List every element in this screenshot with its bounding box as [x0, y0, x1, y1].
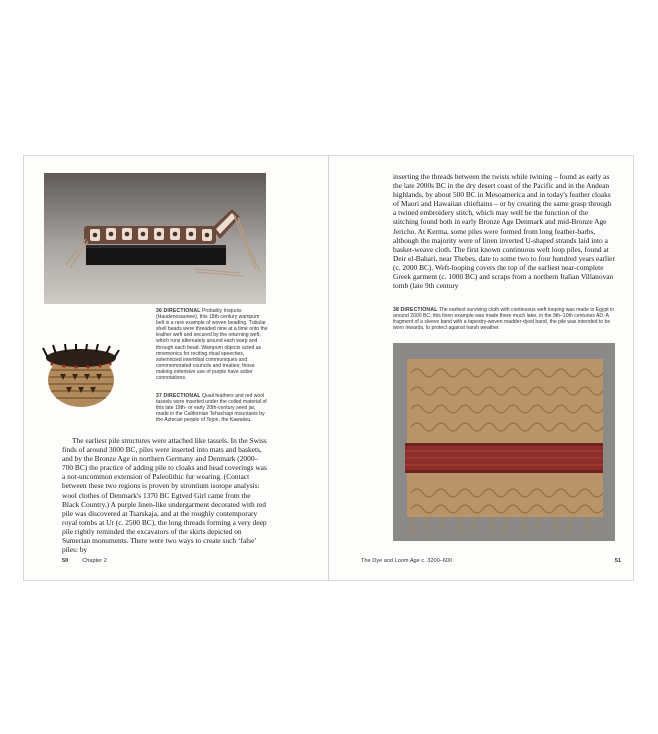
figure-number: 38 — [393, 307, 400, 313]
figure-label: DIRECTIONAL — [163, 393, 201, 399]
page-number: 51 — [614, 558, 621, 564]
running-head: The Dye and Loom Age c. 3200–600 — [361, 558, 453, 564]
left-page — [24, 156, 329, 580]
right-page — [329, 156, 633, 580]
body-paragraph: The earliest pile structures were attached like tassels. In the Swiss finds of around 3000 BC, piles were inserted into mats and baskets, and by the Bronze Age in northern Germany and Denmark (2000–700 BC) the practice of adding pile to cloaks and head coverings was a not-uncommon extension of Paleolithic fur wearing. (Contact between these two regions is proven by strontium isotope analysis: wool clothes of Denmark's 1370 BC Egtved Girl came from the Black Country.) A purple linen-like undergarment decorated with red pile was discovered at Tsarskaja, and at the roughly contemporary royal tombs at Ur (c. 2500 BC), the long threads forming a very deep pile rightly reminded the excavators of the skirts depicted on Sumerian monuments. There were two ways to create such ‘false’ piles: by — [62, 436, 267, 555]
wampum-belt-photo — [44, 173, 266, 304]
linen-textile-photo — [393, 343, 615, 541]
figure-caption-36 — [156, 308, 268, 383]
caption-text: Quail feathers and red wool tassels were inserted under the coiled material of this late 19th- or early 20th-century seed jar, made in the Californian Tehachapi mountains by the Aztecan people of Tejon, the Kawaiisu. — [156, 393, 267, 424]
book-spread — [23, 155, 634, 581]
figure-caption-38 — [393, 307, 615, 333]
page-number: 50 — [62, 558, 69, 564]
caption-text: Probably Iroquois (Haudenosaunee), this 18th-century wampum belt is a rare example of woven beading. Tubular shell beads were threaded nine at a time onto the leather weft and secured by the returning weft, which runs alternately around each warp and through each bead. Wampum objects acted as mnemonics for reciting ritual speeches, solemnized intertribal communiqués and commemorated councils and treaties; those making extensive use of purple have sober connotations. — [156, 308, 268, 382]
seed-jar-basket-photo — [42, 344, 120, 414]
left-body-text — [62, 436, 267, 554]
figure-label: DIRECTIONAL — [400, 307, 438, 313]
right-footer — [361, 558, 621, 564]
right-body-text — [393, 172, 615, 290]
body-paragraph: inserting the threads between the twists while twining – found as early as the late 2000s BC in the dry desert coast of the Pacific and in the Andean highlands, by about 500 BC in Mesoamerica and in today's feather cloaks of Maori and Hawaiian chieftains – or by creating the same grasp through a twined embroidery stitch, which may well be the function of the stitching found both in early Bronze Age Denmark and mid-Bronze Age Jericho. At Kerma, some piles were formed from long feather-barbs, although the majority were of linen inverted U-shaped strands laid into a basket-weave cloth. The first known continuous weft loop piles, found at Deir el-Bahari, near Thebes, date to some two to four hundred years earlier (c. 2000 BC). Weft-looping covers the top of the earliest near-complete Greek garment (c. 1000 BC) and scraps from a northern Italian Villanovan tomb (late 9th century — [393, 172, 615, 291]
figure-number: 36 — [156, 308, 163, 314]
figure-number: 37 — [156, 393, 163, 399]
caption-text: The earliest surviving cloth with continuous weft looping was made in Egypt in around 2000 BC; this linen example was made there much later, in the 9th–10th centuries AD. A fragment of a sleeve band with a tapestry-woven madder-dyed band, the pile was intended to be worn inwards, to protect against harsh weather. — [393, 307, 615, 332]
figure-label: DIRECTIONAL — [163, 308, 201, 314]
running-head: Chapter 2 — [82, 558, 107, 564]
left-footer — [62, 558, 107, 564]
figure-caption-37 — [156, 393, 268, 425]
